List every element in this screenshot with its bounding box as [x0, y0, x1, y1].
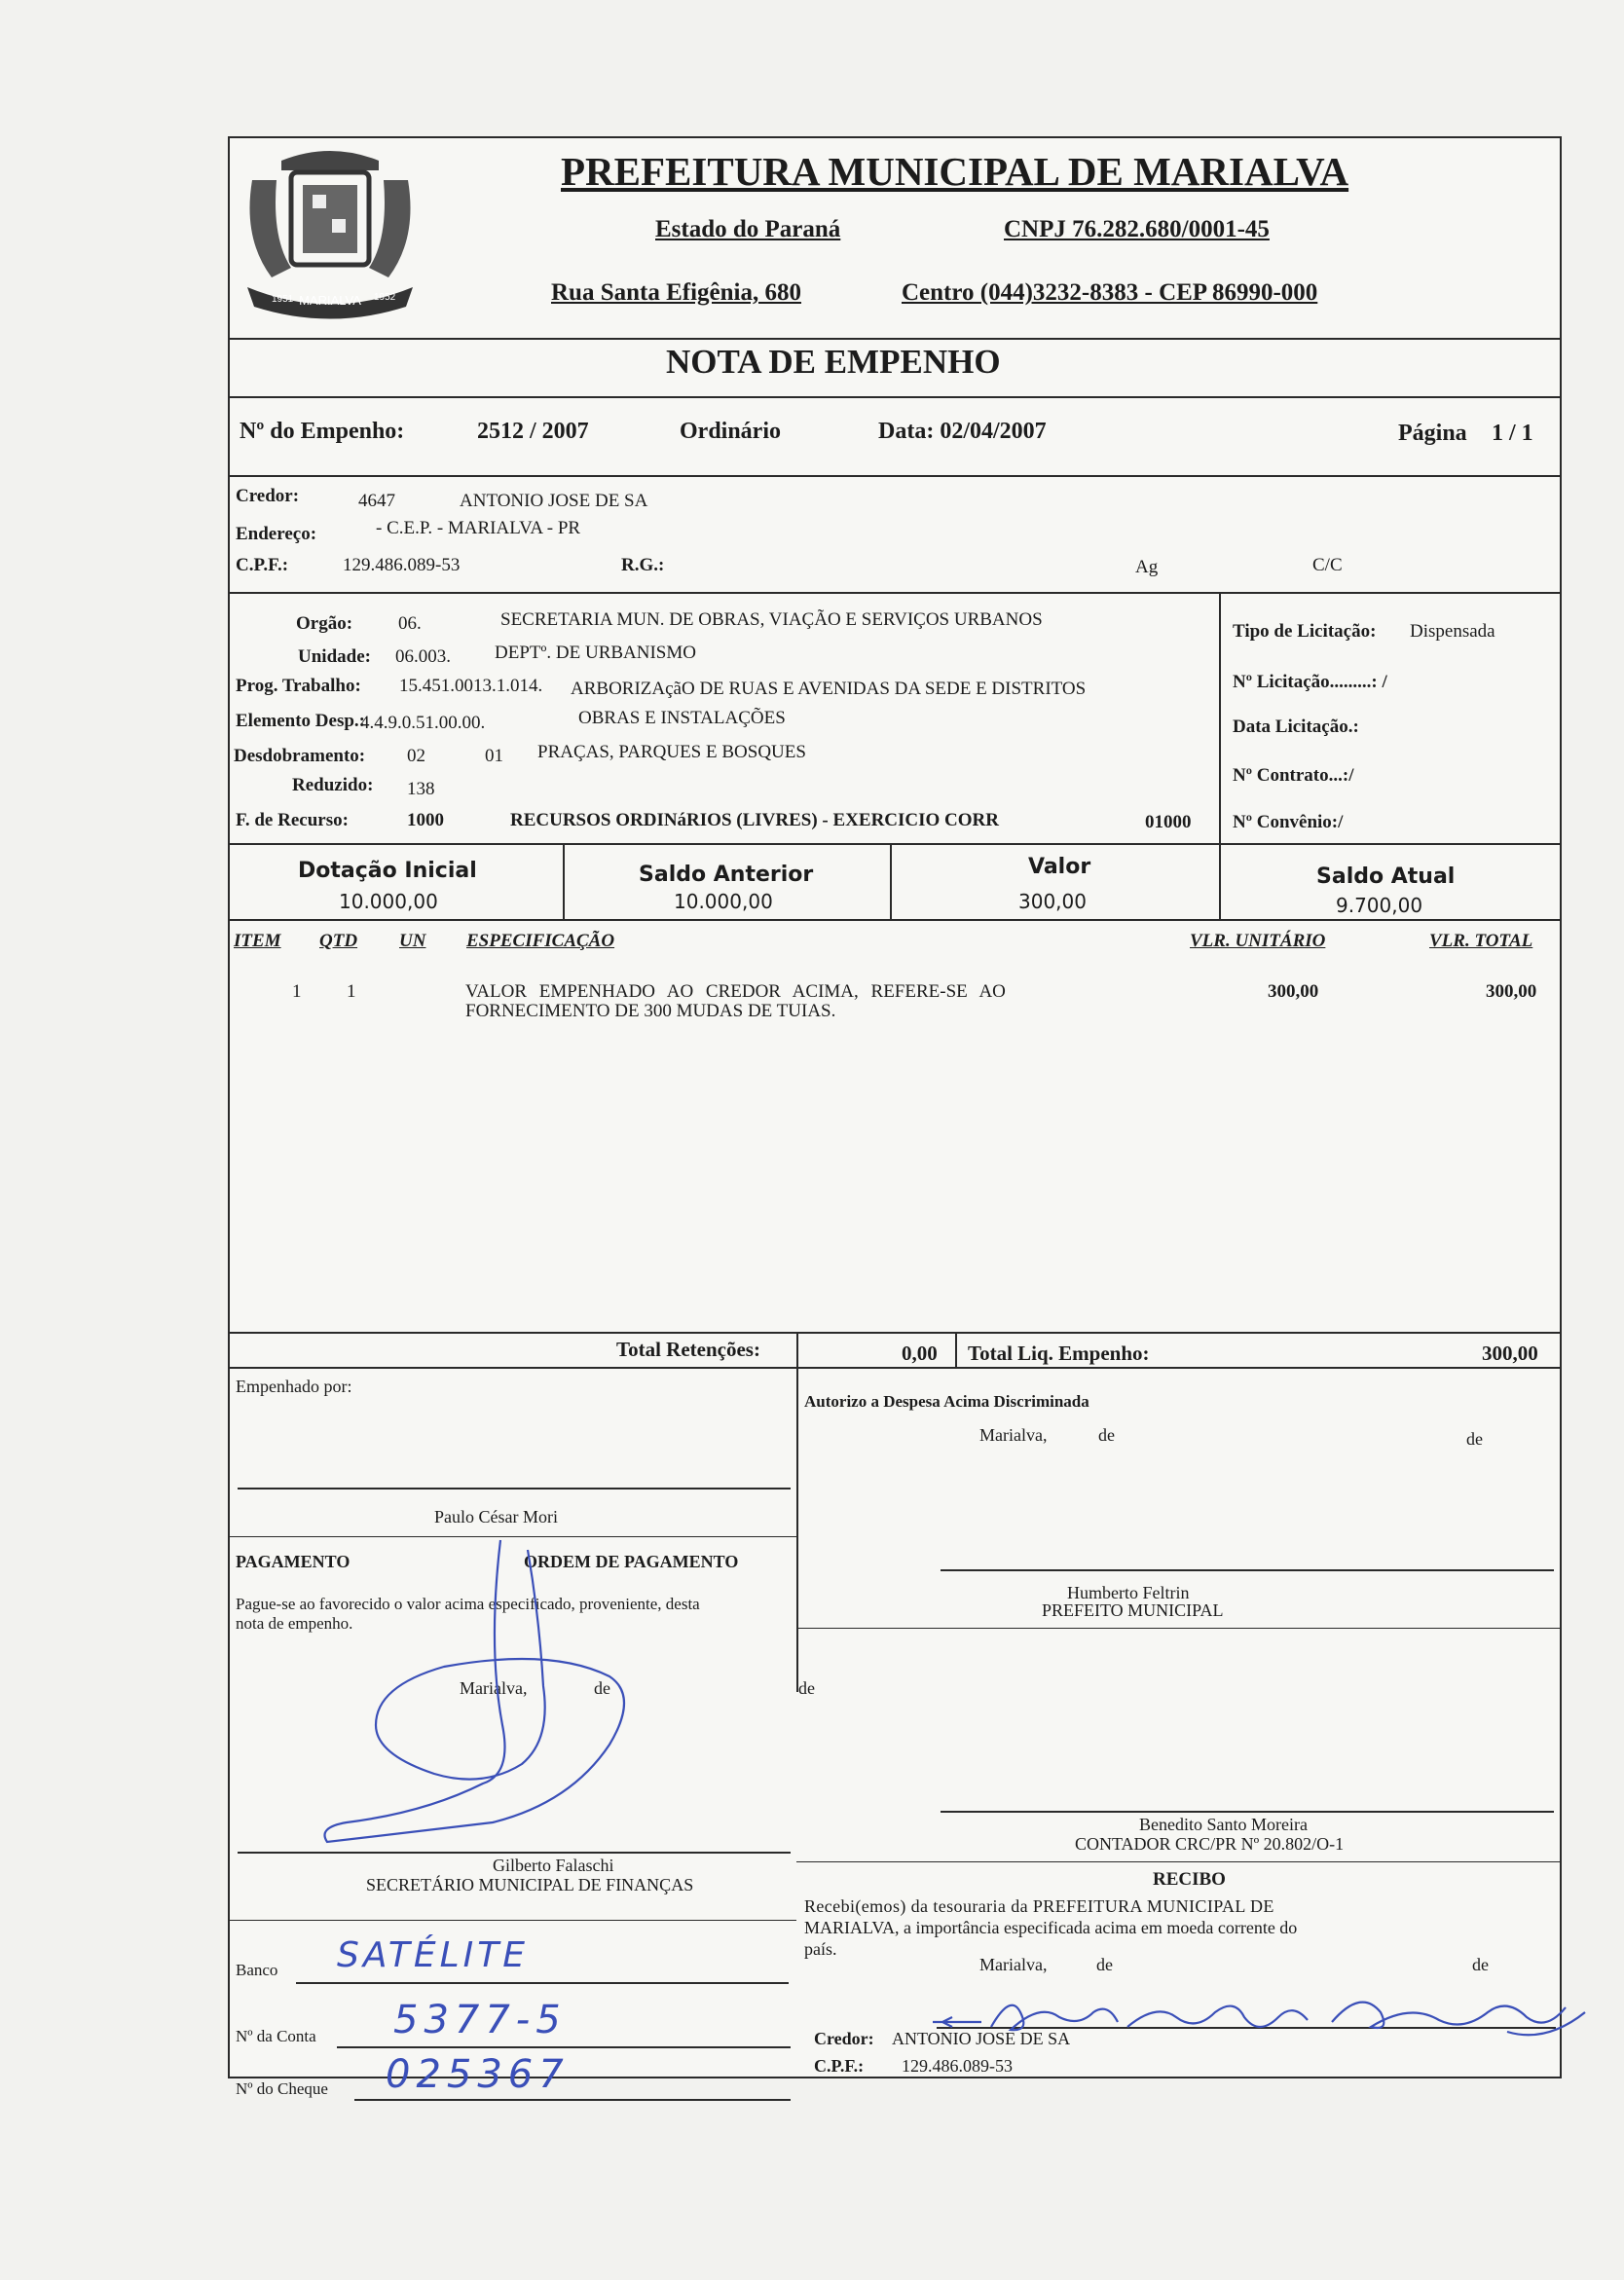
col-especificacao: ESPECIFICAÇÃO	[466, 931, 615, 951]
desdobramento-label: Desdobramento:	[234, 746, 366, 766]
cpf-label: C.P.F.:	[236, 555, 289, 575]
total-retencoes-value: 0,00	[902, 1342, 938, 1365]
total-liq-label: Total Liq. Empenho:	[968, 1342, 1150, 1365]
cpf-value: 129.486.089-53	[343, 555, 461, 575]
cheque-label: Nº do Cheque	[236, 2079, 328, 2098]
empenho-number-label: Nº do Empenho:	[240, 419, 405, 444]
reduzido-label: Reduzido:	[292, 775, 374, 795]
prefeito-name: Humberto Feltrin	[1067, 1583, 1190, 1602]
col-vlr-unitario: VLR. UNITÁRIO	[1190, 931, 1326, 951]
municipal-crest-icon	[233, 141, 427, 326]
pagamento-text-line1: Pague-se ao favorecido o valor acima especificado, proveniente, desta	[236, 1595, 700, 1613]
contador-role: CONTADOR CRC/PR Nº 20.802/O-1	[1075, 1834, 1345, 1854]
banco-value: SATÉLITE	[337, 1935, 530, 1975]
pagamento-de2: de	[798, 1678, 815, 1698]
credor-signature-icon	[923, 1983, 1605, 2051]
autorizo-label: Autorizo a Despesa Acima Discriminada	[804, 1392, 1089, 1411]
recurso-code2: 01000	[1145, 812, 1192, 832]
credor-name: ANTONIO JOSE DE SA	[460, 491, 648, 511]
page-label: Página	[1398, 421, 1467, 446]
item-1-qtd: 1	[347, 981, 356, 1002]
header-cnpj: CNPJ 76.282.680/0001-45	[1004, 216, 1270, 242]
address-label: Endereço:	[236, 524, 317, 544]
col-item: ITEM	[234, 931, 281, 951]
prog-label: Prog. Trabalho:	[236, 676, 361, 696]
item-1-spec-line2: FORNECIMENTO DE 300 MUDAS DE TUIAS.	[465, 1001, 836, 1021]
recibo-cpf-value: 129.486.089-53	[902, 2056, 1013, 2076]
cheque-value: 025367	[386, 2052, 570, 2097]
empenho-number: 2512 / 2007	[477, 419, 589, 444]
autorizo-city: Marialva,	[979, 1425, 1048, 1445]
recibo-de2: de	[1472, 1955, 1489, 1974]
total-retencoes-label: Total Retenções:	[616, 1338, 760, 1361]
recibo-cpf-label: C.P.F.:	[814, 2056, 865, 2076]
document-title: NOTA DE EMPENHO	[666, 343, 1001, 381]
header-street: Rua Santa Efigênia, 680	[551, 279, 801, 306]
saldo-atual-value: 9.700,00	[1336, 894, 1423, 917]
orgao-name: SECRETARIA MUN. DE OBRAS, VIAÇÃO E SERVIÇOS URBANOS	[500, 609, 1043, 630]
recibo-text-line3: país.	[804, 1939, 837, 1959]
col-qtd: QTD	[319, 931, 358, 951]
item-1-total: 300,00	[1486, 981, 1537, 1002]
unidade-code: 06.003.	[395, 646, 451, 667]
secretario-name: Gilberto Falaschi	[493, 1856, 614, 1875]
licitacao-data: Data Licitação.:	[1233, 717, 1359, 737]
recurso-label: F. de Recurso:	[236, 810, 349, 830]
saldo-anterior-value: 10.000,00	[674, 890, 773, 913]
item-1-unit: 300,00	[1268, 981, 1319, 1002]
orgao-label: Orgão:	[296, 613, 353, 634]
page-number: 1 / 1	[1492, 421, 1533, 446]
credor-code: 4647	[358, 491, 395, 511]
desdobramento-code2: 01	[485, 746, 503, 766]
secretario-role: SECRETÁRIO MUNICIPAL DE FINANÇAS	[366, 1875, 694, 1894]
banco-label: Banco	[236, 1961, 278, 1979]
dotacao-label: Dotação Inicial	[298, 859, 477, 883]
col-vlr-total: VLR. TOTAL	[1429, 931, 1533, 951]
crest-text: MARIALVA	[299, 293, 361, 308]
valor-label: Valor	[1028, 855, 1091, 879]
cc-label: C/C	[1312, 555, 1343, 575]
orgao-code: 06.	[398, 613, 422, 634]
desdobramento-name: PRAÇAS, PARQUES E BOSQUES	[537, 742, 806, 762]
nota-de-empenho-form	[228, 136, 1562, 2098]
empenhado-name: Paulo César Mori	[434, 1507, 558, 1526]
contrato-numero: Nº Contrato...:/	[1233, 765, 1354, 786]
pagamento-text-line2: nota de empenho.	[236, 1614, 353, 1633]
item-1-item: 1	[292, 981, 302, 1002]
saldo-anterior-label: Saldo Anterior	[639, 863, 814, 887]
autorizo-de1: de	[1098, 1425, 1115, 1445]
prefeito-role: PREFEITO MUNICIPAL	[1042, 1600, 1224, 1620]
total-liq-value: 300,00	[1482, 1342, 1538, 1365]
licitacao-numero: Nº Licitação.........: /	[1233, 672, 1387, 692]
contador-name: Benedito Santo Moreira	[1139, 1815, 1308, 1834]
pagamento-city: Marialva,	[460, 1678, 528, 1698]
secretario-signature-icon	[317, 1530, 726, 1861]
col-un: UN	[399, 931, 426, 951]
conta-label: Nº da Conta	[236, 2027, 316, 2045]
recurso-name: RECURSOS ORDINáRIOS (LIVRES) - EXERCICIO CORR	[510, 810, 999, 830]
header-title: PREFEITURA MUNICIPAL DE MARIALVA	[561, 149, 1349, 194]
dotacao-value: 10.000,00	[339, 890, 438, 913]
unidade-label: Unidade:	[298, 646, 371, 667]
item-1-spec-line1: VALOR EMPENHADO AO CREDOR ACIMA, REFERE-SE AO	[465, 981, 1006, 1002]
recibo-text-line1: Recebi(emos) da tesouraria da PREFEITURA MUNICIPAL DE	[804, 1896, 1274, 1916]
recurso-code: 1000	[407, 810, 444, 830]
elemento-label: Elemento Desp.:	[236, 711, 365, 731]
licitacao-tipo-label: Tipo de Licitação:	[1233, 621, 1377, 642]
recibo-label: RECIBO	[1153, 1869, 1226, 1890]
prog-code: 15.451.0013.1.014.	[399, 676, 543, 696]
prog-name: ARBORIZAçãO DE RUAS E AVENIDAS DA SEDE E DISTRITOS	[571, 679, 1087, 699]
recibo-credor-label: Credor:	[814, 2029, 874, 2048]
crest-year-right: 1952	[374, 292, 396, 303]
ordem-pagamento-label: ORDEM DE PAGAMENTO	[524, 1552, 739, 1571]
elemento-name: OBRAS E INSTALAÇÕES	[578, 708, 786, 728]
licitacao-tipo: Dispensada	[1410, 621, 1495, 642]
header-contact: Centro (044)3232-8383 - CEP 86990-000	[902, 279, 1318, 306]
ag-label: Ag	[1135, 557, 1159, 577]
empenhado-label: Empenhado por:	[236, 1377, 352, 1396]
conta-value: 5377-5	[393, 1998, 567, 2042]
pagamento-de1: de	[594, 1678, 610, 1698]
pagamento-label: PAGAMENTO	[236, 1552, 351, 1571]
empenho-date: Data: 02/04/2007	[878, 419, 1047, 444]
elemento-code: 4.4.9.0.51.00.00.	[360, 713, 486, 733]
crest-year-left: 1951	[272, 294, 294, 305]
recibo-city: Marialva,	[979, 1955, 1048, 1974]
unidade-name: DEPTº. DE URBANISMO	[495, 643, 696, 663]
convenio-numero: Nº Convênio:/	[1233, 812, 1344, 832]
saldo-atual-label: Saldo Atual	[1316, 864, 1456, 889]
autorizo-de2: de	[1466, 1429, 1483, 1449]
valor-value: 300,00	[1018, 890, 1087, 913]
reduzido-value: 138	[407, 779, 435, 799]
recibo-de1: de	[1096, 1955, 1113, 1974]
empenho-type: Ordinário	[680, 419, 782, 444]
recibo-text-line2: MARIALVA, a importância especificada acima em moeda corrente do	[804, 1918, 1298, 1937]
credor-label: Credor:	[236, 486, 300, 506]
header-state: Estado do Paraná	[655, 216, 841, 242]
recibo-credor-name: ANTONIO JOSE DE SA	[892, 2029, 1071, 2048]
desdobramento-code1: 02	[407, 746, 425, 766]
rg-label: R.G.:	[621, 555, 665, 575]
address-value: - C.E.P. - MARIALVA - PR	[376, 518, 581, 538]
